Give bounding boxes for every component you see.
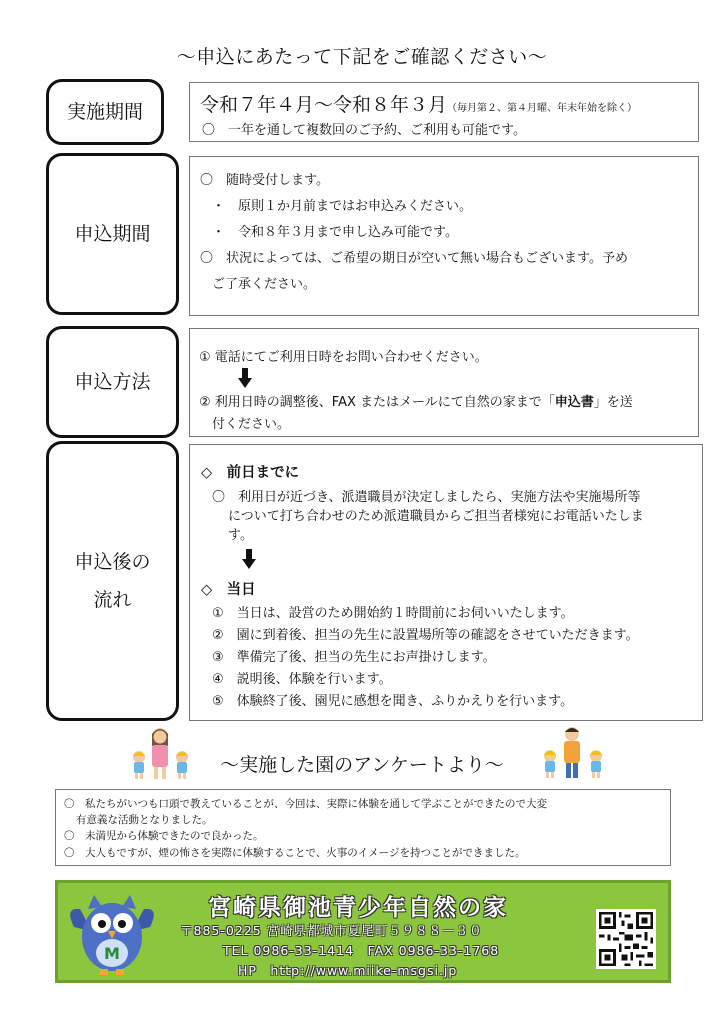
app-line: ・ 令和８年３月まで申し込み可能です。 [212,225,458,240]
facility-address: 〒885-0225 宮崎県都城市夏尾町５９８８－３０ [180,923,483,938]
period-note: （毎月第２、第４月曜、年末年始を除く） [447,103,638,114]
label-text: 流れ [93,589,132,611]
label-text: 申込後の [74,551,151,573]
app-line: 〇 状況によっては、ご希望の期日が空いて無い場合もございます。予め [200,251,628,266]
flow-before-heading: ◇ 前日までに [201,465,300,481]
page-title: ～申込にあたって下記をご確認ください～ [176,46,548,68]
footer-banner [55,880,671,983]
survey-item: 〇 大人もですが、煙の怖さを実際に体験することで、火事のイメージを持つことができました。 [64,847,526,859]
label-application-method [46,326,179,438]
flow-box [189,444,703,721]
label-text: 申込方法 [74,371,151,393]
facility-name: 宮崎県御池青少年自然の家 [208,895,508,921]
label-flow [46,441,179,721]
app-line: ご了承ください。 [212,277,317,292]
period-line2: 〇 一年を通して複数回のご予約、ご利用も可能です。 [202,123,526,138]
flow-day-item: ② 園に到着後、担当の先生に設置場所等の確認をさせていただきます。 [212,628,639,643]
method-step1: ① 電話にてご利用日時をお問い合わせください。 [199,350,488,365]
app-line: ・ 原則１か月前まではお申込みください。 [212,199,473,214]
method-step2-bold: 申込書 [554,395,594,410]
survey-item: 〇 私たちがいつも口頭で教えていることが、今回は、実際に体験を通して学ぶことができたので大変 [64,798,547,810]
flow-before-line: 〇 利用日が近づき、派遣職員が決定しましたら、実施方法や実施場所等 [212,490,641,505]
application-method-box [189,328,699,437]
label-application-period [46,153,179,315]
facility-tel-fax: TEL 0986-33-1414 FAX 0986-33-1768 [223,943,500,958]
flow-before-line: について打ち合わせのため派遣職員からご担当者様宛にお電話いたしま [228,509,644,524]
mascot-letter: M [104,944,120,963]
flow-day-heading: ◇ 当日 [201,582,256,598]
family-illustration-icon [540,724,610,782]
flow-day-item: ④ 説明後、体験を行います。 [212,672,392,687]
implementation-period-box [189,82,699,142]
method-step2-post: 」を送 [593,395,633,410]
survey-item: 〇 未満児から体験できたので良かった。 [64,830,264,842]
label-implementation-period [46,79,164,145]
flow-day-item: ③ 準備完了後、担当の先生にお声掛けします。 [212,650,496,665]
label-text: 実施期間 [66,101,143,123]
survey-item: 有意義な活動となりました。 [76,814,213,826]
survey-title: ～実施した園のアンケートより～ [220,754,504,776]
arrow-down-icon [242,549,256,569]
app-line: 〇 随時受付します。 [200,173,329,188]
qr-code-icon [596,909,656,969]
method-step2-pre: ② 利用日時の調整後、FAX またはメールにて自然の家まで「 [199,395,555,410]
flow-day-item: ⑤ 体験終了後、園児に感想を聞き、ふりかえりを行います。 [212,694,574,709]
flow-before-line: す。 [228,528,253,543]
period-main: 令和７年４月～令和８年３月 [200,94,448,116]
arrow-down-icon [238,368,252,388]
survey-box [55,789,671,866]
facility-homepage: HP http://www.miike-msgsi.jp [238,963,458,978]
flow-day-item: ① 当日は、設営のため開始約１時間前にお伺いいたします。 [212,606,574,621]
label-text: 申込期間 [74,223,151,245]
application-period-box [189,156,699,316]
owl-mascot-icon [64,887,160,979]
method-step2-cont: 付ください。 [212,417,291,432]
